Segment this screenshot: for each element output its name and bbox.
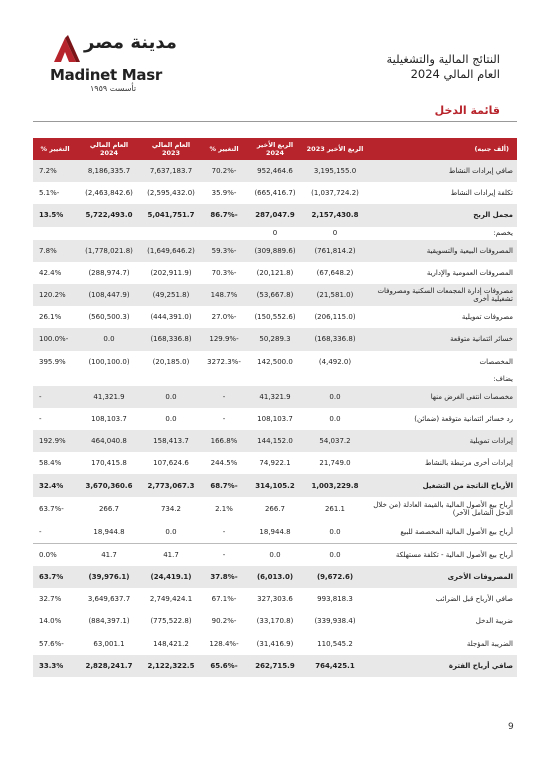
- row-label: أرباح بيع الأصول المالية بالقيمة العادلة (من خلال الدخل الشامل الآخر): [373, 500, 513, 517]
- table-cell: -5.1%: [39, 189, 60, 198]
- table-cell: -3272.3%: [207, 357, 241, 366]
- table-cell: 158,413.7: [141, 430, 201, 452]
- table-row: [33, 182, 517, 204]
- table-cell: (20,121.8): [256, 268, 294, 277]
- table-cell: 261.1: [324, 504, 346, 513]
- table-cell: -100.0%: [33, 328, 77, 350]
- table-cell: 0.0: [303, 521, 367, 544]
- column-header: الربع الأخير 2023: [303, 138, 367, 160]
- table-row: [33, 655, 517, 677]
- row-label: مخصصات انتفى الغرض منها: [367, 386, 517, 408]
- row-label: مصروفات تمويلية: [461, 313, 513, 322]
- table-cell: 74,922.1: [259, 459, 291, 468]
- table-cell: 2,122,322.5: [141, 655, 201, 677]
- table-cell: (168,336.8): [303, 328, 367, 350]
- table-cell: (1,778,021.8): [77, 240, 141, 262]
- table-cell: 952,464.6: [247, 160, 303, 182]
- table-cell: 110,545.2: [317, 639, 353, 648]
- column-header: الربع الأخير 2024: [247, 138, 303, 160]
- table-cell: 244.5%: [210, 459, 238, 468]
- row-label: مصروفات إدارة المجمعات السكنية ومصروفات تشغيلية أخرى: [367, 284, 517, 306]
- table-cell: [303, 373, 367, 386]
- logo-english-text: Madinet Masr: [50, 66, 162, 84]
- table-row: [33, 306, 517, 328]
- table-cell: 0.0%: [39, 550, 57, 559]
- table-cell: 26.1%: [39, 313, 62, 322]
- table-cell: [201, 373, 247, 386]
- table-cell: -90.2%: [211, 617, 237, 626]
- table-cell: 148.7%: [201, 284, 247, 306]
- table-row: [33, 262, 517, 284]
- table-cell: (24,419.1): [141, 566, 201, 588]
- table-cell: (20,185.0): [152, 357, 190, 366]
- column-header: (ألف جنيه): [367, 138, 517, 160]
- table-row: [33, 588, 517, 610]
- table-cell: 0.0: [329, 550, 341, 559]
- row-label: الأرباح الناتجة من التشغيل: [367, 474, 517, 496]
- table-cell: 63,001.1: [93, 639, 125, 648]
- report-header: [386, 52, 500, 82]
- company-logo: [50, 32, 190, 92]
- table-cell: 2,157,430.8: [303, 204, 367, 226]
- table-cell: -: [201, 521, 247, 544]
- table-cell: -68.7%: [201, 474, 247, 496]
- table-cell: (9,672.6): [303, 566, 367, 588]
- table-row: [33, 408, 517, 430]
- table-row: [33, 351, 517, 373]
- table-cell: (665,416.7): [254, 189, 296, 198]
- income-statement-table: [33, 138, 517, 677]
- table-cell: [141, 373, 201, 386]
- table-cell: (49,251.8): [141, 284, 201, 306]
- table-cell: (21,581.0): [303, 284, 367, 306]
- table-row: [33, 204, 517, 226]
- table-cell: -86.7%: [201, 204, 247, 226]
- table-cell: [141, 227, 201, 240]
- row-label: المصروفات البيعية والتسويقية: [367, 240, 517, 262]
- table-cell: 327,303.6: [257, 595, 293, 604]
- table-cell: 21,749.0: [319, 459, 351, 468]
- table-cell: 32.4%: [33, 474, 77, 496]
- table-cell: -63.7%: [39, 504, 64, 513]
- table-cell: (6,013.0): [247, 566, 303, 588]
- table-cell: -: [39, 414, 42, 423]
- row-label: صافي الأرباح قبل الضرائب: [435, 595, 513, 604]
- table-cell: 395.9%: [39, 357, 66, 366]
- table-cell: 764,425.1: [303, 655, 367, 677]
- table-cell: -128.4%: [209, 639, 239, 648]
- table-cell: 54,037.2: [303, 430, 367, 452]
- row-label: مجمل الربح: [367, 204, 517, 226]
- table-cell: [201, 227, 247, 240]
- table-cell: (444,391.0): [150, 313, 192, 322]
- table-cell: -70.2%: [201, 160, 247, 182]
- table-cell: 50,289.3: [247, 328, 303, 350]
- logo-arabic-text: مدينة مصر: [84, 32, 177, 53]
- table-cell: 18,944.8: [247, 521, 303, 544]
- table-row: [33, 160, 517, 182]
- row-label: الضريبة المؤجلة: [466, 639, 513, 648]
- table-cell: 0: [272, 229, 278, 238]
- table-cell: 0.0: [141, 386, 201, 408]
- table-cell: -59.3%: [201, 240, 247, 262]
- table-cell: (31,416.9): [256, 639, 294, 648]
- row-label: المخصصات: [479, 357, 513, 366]
- table-cell: 14.0%: [39, 617, 62, 626]
- table-cell: 464,040.8: [77, 430, 141, 452]
- table-cell: 120.2%: [33, 284, 77, 306]
- table-cell: 993,818.3: [317, 595, 353, 604]
- table-cell: 287,047.9: [247, 204, 303, 226]
- table-cell: (560,500.3): [88, 313, 130, 322]
- table-cell: -: [33, 521, 77, 544]
- table-row: [33, 521, 517, 544]
- table-row: [33, 240, 517, 262]
- table-cell: (761,814.2): [303, 240, 367, 262]
- table-cell: 734.2: [160, 504, 182, 513]
- table-cell: 63.7%: [33, 566, 77, 588]
- row-label: المصروفات الأخرى: [367, 566, 517, 588]
- table-cell: (339,938.4): [314, 617, 356, 626]
- table-cell: (2,463,842.6): [85, 189, 133, 198]
- table-cell: (150,552.6): [254, 313, 296, 322]
- table-cell: 32.7%: [39, 595, 62, 604]
- table-cell: 41.7: [163, 550, 179, 559]
- table-row: [33, 633, 517, 655]
- row-label: ضريبة الدخل: [475, 617, 513, 626]
- column-header: التغيير %: [33, 138, 77, 160]
- table-cell: 3,670,360.6: [77, 474, 141, 496]
- table-cell: 13.5%: [33, 204, 77, 226]
- table-cell: (309,889.6): [247, 240, 303, 262]
- table-header-row: [33, 138, 517, 160]
- table-cell: 58.4%: [39, 459, 62, 468]
- table-row: [33, 227, 517, 240]
- table-cell: 18,944.8: [77, 521, 141, 544]
- column-header: العام المالي 2024: [77, 138, 141, 160]
- table-row: [33, 610, 517, 632]
- table-cell: -27.0%: [211, 313, 237, 322]
- row-label: إيرادات تمويلية: [367, 430, 517, 452]
- table-cell: -37.8%: [201, 566, 247, 588]
- table-cell: 5,041,751.7: [141, 204, 201, 226]
- table-cell: 262,715.9: [247, 655, 303, 677]
- table-cell: [77, 373, 141, 386]
- table-row: [33, 543, 517, 566]
- table-cell: 41.7: [101, 550, 117, 559]
- table-cell: 108,103.7: [91, 414, 127, 423]
- table-cell: -: [201, 386, 247, 408]
- table-cell: 33.3%: [33, 655, 77, 677]
- table-cell: (33,170.8): [256, 617, 294, 626]
- row-label: تكلفة إيرادات النشاط: [450, 189, 513, 198]
- table-cell: 8,186,335.7: [77, 160, 141, 182]
- table-cell: (39,976.1): [77, 566, 141, 588]
- table-cell: (108,447.9): [77, 284, 141, 306]
- row-label: أرباح بيع الأصول المالية المخصصة للبيع: [367, 521, 517, 544]
- table-cell: 42.4%: [39, 268, 62, 277]
- table-cell: -67.1%: [211, 595, 237, 604]
- table-cell: 192.9%: [33, 430, 77, 452]
- table-cell: 108,103.7: [257, 414, 293, 423]
- table-cell: (53,667.8): [247, 284, 303, 306]
- table-cell: [33, 227, 77, 240]
- row-label: صافي إيرادات النشاط: [367, 160, 517, 182]
- table-cell: 170,415.8: [91, 459, 127, 468]
- report-subtitle: العام المالي 2024: [410, 67, 500, 81]
- table-cell: (775,522.8): [150, 617, 192, 626]
- table-cell: -: [222, 414, 226, 423]
- table-cell: 0.0: [165, 414, 177, 423]
- table-cell: 0.0: [269, 550, 281, 559]
- row-label: إيرادات أخرى مرتبطة بالنشاط: [425, 459, 513, 468]
- table-cell: 3,649,637.7: [87, 595, 131, 604]
- table-cell: 7.2%: [33, 160, 77, 182]
- table-cell: [33, 373, 77, 386]
- table-cell: 2,773,067.3: [141, 474, 201, 496]
- page-number: 9: [508, 722, 514, 732]
- section-title: قائمة الدخل: [434, 104, 500, 117]
- table-cell: 41,321.9: [247, 386, 303, 408]
- table-row: [33, 452, 517, 474]
- table-cell: 148,421.2: [153, 639, 189, 648]
- table-cell: 1,003,229.8: [303, 474, 367, 496]
- table-cell: 0.0: [141, 521, 201, 544]
- report-title: النتائج المالية والتشغيلية: [386, 52, 500, 66]
- table-cell: 3,195,155.0: [303, 160, 367, 182]
- column-header: العام المالي 2023: [141, 138, 201, 160]
- table-row: [33, 373, 517, 386]
- table-row: [33, 328, 517, 350]
- table-cell: 142,500.0: [257, 357, 293, 366]
- table-cell: [247, 373, 303, 386]
- row-label: يضاف:: [493, 375, 513, 384]
- table-cell: (206,115.0): [314, 313, 356, 322]
- table-cell: (67,648.2): [316, 268, 354, 277]
- table-cell: 7.8%: [33, 240, 77, 262]
- table-cell: 0.0: [303, 386, 367, 408]
- table-cell: (202,911.9): [150, 268, 192, 277]
- table-cell: (884,397.1): [88, 617, 130, 626]
- table-row: [33, 497, 517, 521]
- table-cell: -129.9%: [201, 328, 247, 350]
- table-row: [33, 566, 517, 588]
- table-cell: (1,649,646.2): [141, 240, 201, 262]
- table-cell: 0.0: [77, 328, 141, 350]
- table-cell: 5,722,493.0: [77, 204, 141, 226]
- table-cell: 314,105.2: [247, 474, 303, 496]
- column-header: التغيير %: [201, 138, 247, 160]
- table-cell: 107,624.6: [153, 459, 189, 468]
- row-label: المصروفات العمومية والإدارية: [426, 268, 513, 277]
- table-cell: (1,037,724.2): [311, 189, 359, 198]
- table-cell: (4,492.0): [318, 357, 352, 366]
- row-label: خسائر ائتمانية متوقعة: [367, 328, 517, 350]
- table-cell: 2,828,241.7: [77, 655, 141, 677]
- table-cell: [77, 227, 141, 240]
- table-cell: 144,152.0: [247, 430, 303, 452]
- table-cell: 266.7: [98, 504, 120, 513]
- table-cell: -65.6%: [201, 655, 247, 677]
- table-cell: 0: [332, 229, 338, 238]
- table-cell: (168,336.8): [141, 328, 201, 350]
- table-cell: -35.9%: [211, 189, 237, 198]
- table-cell: 41,321.9: [77, 386, 141, 408]
- table-cell: (100,100.0): [88, 357, 130, 366]
- row-label: صافي أرباح الفترة: [367, 655, 517, 677]
- table-row: [33, 284, 517, 306]
- table-cell: (288,974.7): [88, 268, 130, 277]
- row-label: رد خسائر ائتمانية متوقعة (ضمائن): [414, 414, 513, 423]
- table-cell: -70.3%: [211, 268, 237, 277]
- table-row: [33, 386, 517, 408]
- section-divider: [33, 121, 517, 122]
- table-cell: 7,637,183.7: [141, 160, 201, 182]
- table-row: [33, 474, 517, 496]
- table-cell: -: [33, 386, 77, 408]
- table-row: [33, 430, 517, 452]
- row-label: أرباح بيع الأصول المالية - تكلفة مستهلكة: [395, 550, 513, 559]
- logo-established-text: تأسست ١٩٥٩: [90, 84, 137, 93]
- table-cell: 266.7: [264, 504, 286, 513]
- table-cell: -57.6%: [39, 639, 64, 648]
- table-cell: 166.8%: [201, 430, 247, 452]
- table-cell: 0.0: [329, 414, 341, 423]
- table-cell: 2.1%: [215, 504, 233, 513]
- table-cell: (2,595,432.0): [147, 189, 195, 198]
- row-label: يخصم:: [493, 229, 513, 238]
- table-cell: -: [222, 550, 226, 559]
- table-cell: 2,749,424.1: [149, 595, 193, 604]
